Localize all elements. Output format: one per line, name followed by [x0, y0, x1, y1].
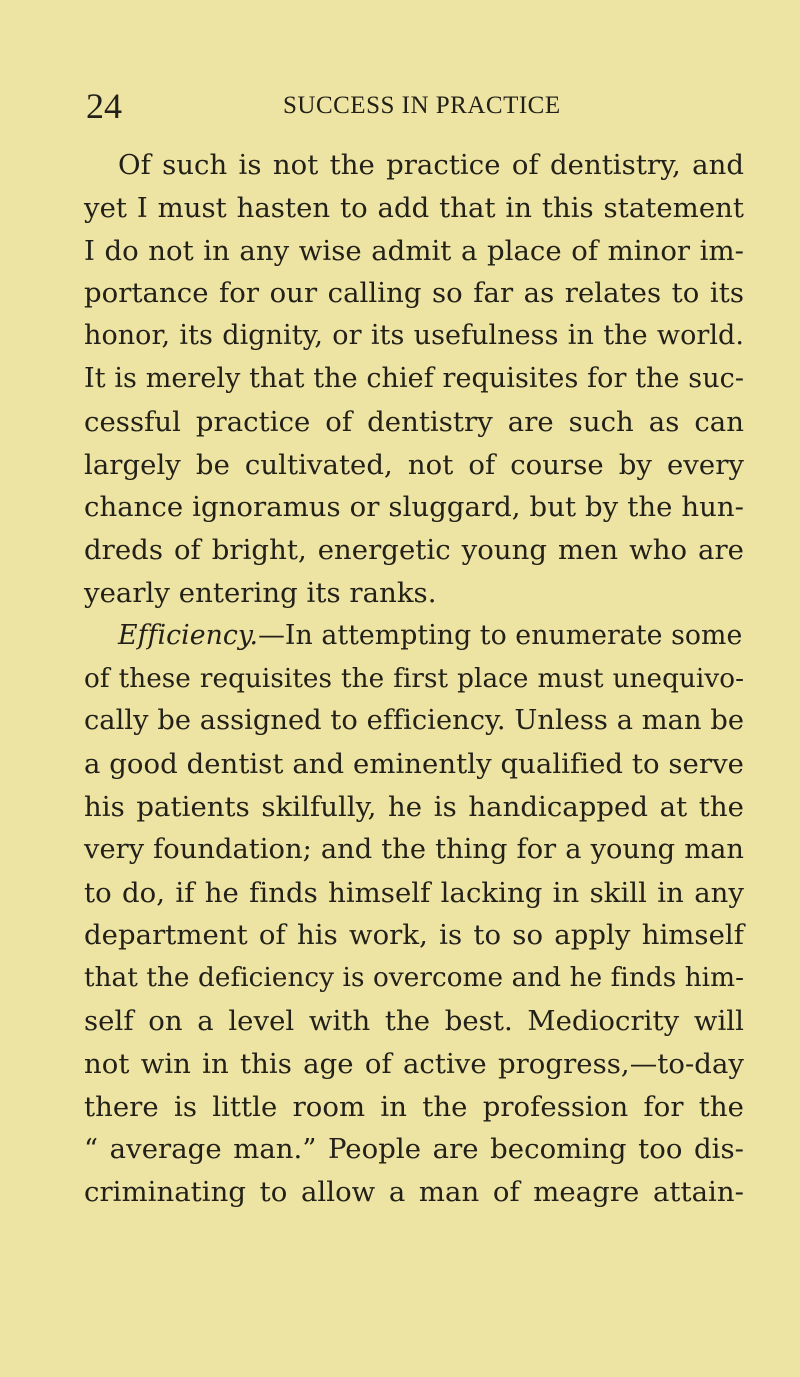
page-header [86, 86, 726, 126]
text-line: there is little room in the profession for the [84, 1090, 744, 1123]
text-line: yearly entering its ranks. [84, 576, 437, 609]
text-line: “ average man.” People are becoming too dis- [84, 1133, 744, 1166]
section-first-line-rest: —In attempting to enumerate some [258, 619, 743, 651]
text-line: criminating to allow a man of meagre attain- [84, 1176, 744, 1209]
section-heading: Efficiency. [118, 619, 259, 651]
text-line: cessful practice of dentistry are such as can [84, 405, 744, 438]
text-line: It is merely that the chief requisites for the suc- [84, 362, 744, 394]
text-line: dreds of bright, energetic young men who are [84, 534, 744, 567]
section-first-line [84, 615, 744, 658]
text-line: very foundation; and the thing for a young man [84, 833, 744, 865]
text-line: to do, if he finds himself lacking in skill in any [84, 876, 744, 909]
text-line: his patients skilfully, he is handicapped at the [84, 790, 744, 823]
text-line: cally be assigned to efficiency. Unless a man be [84, 705, 744, 737]
text-line: of these requisites the first place must unequivo- [84, 663, 744, 694]
text-line: portance for our calling so far as relates to its [84, 277, 744, 310]
page-number: 24 [86, 86, 122, 126]
text-line: a good dentist and eminently qualified to serve [84, 748, 744, 781]
text-line: largely be cultivated, not of course by every [84, 448, 744, 481]
text-line: chance ignoramus or sluggard, but by the hun- [84, 491, 744, 524]
text-line: yet I must hasten to add that in this statement [84, 191, 744, 224]
text-line: I do not in any wise admit a place of minor im- [84, 234, 744, 267]
body-text [84, 144, 744, 1214]
text-line: that the deficiency is overcome and he finds him- [84, 963, 744, 994]
text-line: self on a level with the best. Mediocrity will [84, 1004, 744, 1037]
running-title: SUCCESS IN PRACTICE [283, 92, 561, 119]
text-line: not win in this age of active progress,—to-day [84, 1047, 744, 1080]
text-line: Of such is not the practice of dentistry, and [118, 149, 744, 181]
text-line: honor, its dignity, or its usefulness in the world. [84, 320, 744, 352]
text-line: department of his work, is to so apply himself [84, 919, 744, 952]
